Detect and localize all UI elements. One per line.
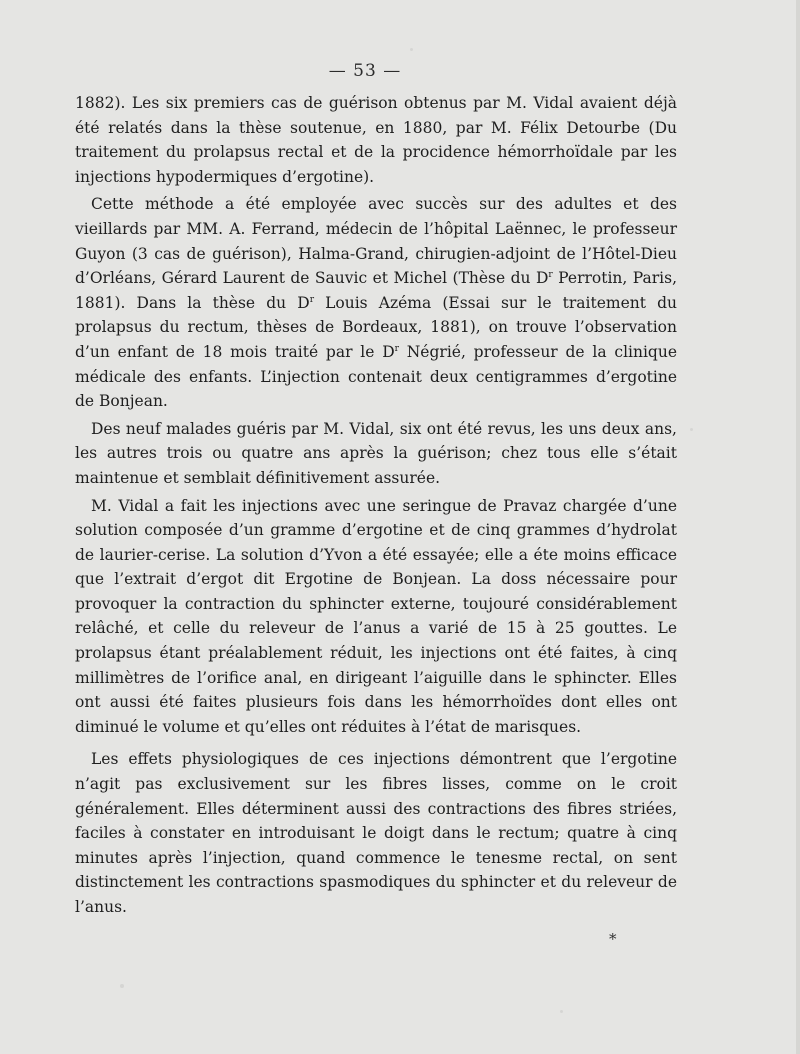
paragraph-2-part: Louis Azéma (Essai sur le traitement du prolapsus du rectum, thèses de Bordeaux, 1881), on trouve l’observation d’un enfant de 18 mois traité par le D [75,293,678,361]
body-text [75,91,677,920]
paragraph-1: 1882). Les six premiers cas de guérison obtenus par M. Vidal avaient déjà été relatés dans la thèse soutenue, en 1880, par M. Félix Detourbe (Du traitement du prolapsus rectal et de la procidence hémorrhoïdale par les injections hypodermiques d’ergotine). [75,94,677,186]
page-edge-shadow [796,0,800,1054]
superscript: r [394,343,399,354]
paper-speck [120,984,124,988]
paragraph-5: Les effets physiologiques de ces injections démontrent que l’ergotine n’agit pas exclusivement sur les fibres lisses, comme on le croit généralement. Elles déterminent aussi des contractions des fibres striées, faciles à constater en introduisant le doigt dans le rectum; quatre à cinq minutes après l’injection, quand commence le tenesme rectal, on sent distinctement les contractions spasmodiques du sphincter et du releveur de l’anus. [75,750,677,916]
paragraph-2-part: Négrié, professeur de la clinique médicale des enfants. L’injection contenait deux centigrammes d’ergotine de Bonjean. [75,342,677,411]
paper-speck [690,428,693,431]
paragraph-2-part: Cette méthode a été employée avec succès sur des adultes et des vieillards par MM. A. Ferrand, médecin de l’hôpital Laënnec, le professeur Guyon (3 cas de guérison), Halma-Grand, chirugien-adjoint de l’Hôtel-Dieu d’Orléans, Gérard Laurent de Sauvic et Michel (Thèse du D [75,195,677,288]
paragraph-3: Des neuf malades guéris par M. Vidal, six ont été revus, les uns deux ans, les autres trois ou quatre ans après la guérison; chez tous elle s’était maintenue et semblait définitivement assurée. [75,419,677,487]
paragraph-4: M. Vidal a fait les injections avec une seringue de Pravaz chargée d’une solution composée d’un gramme d’ergotine et de cinq grammes d’hydrolat de laurier-cerise. La solution d’Yvon a été essayée; elle a éte moins efficace que l’extrait d’ergot dit Ergotine de Bonjean. La doss nécessaire pour provoquer la contraction du sphincter externe, toujouré considérablement relâché, et celle du releveur de l’anus a varié de 15 à 25 gouttes. Le prolapsus étant préalablement réduit, les injections ont été faites, à cinq millimètres de l’orifice anal, en dirigeant l’aiguille dans le sphincter. Elles ont aussi été faites plusieurs fois dans les hémorrhoïdes dont elles ont diminué le volume et qu’elles ont réduites à l’état de marisques. [75,496,677,736]
paper-speck [410,48,413,51]
footer-mark: * [609,930,617,948]
superscript: r [309,294,314,305]
paragraph-2-part: Perrotin, Paris, 1881). Dans la thèse du D [75,269,677,312]
paragraph-2 [75,192,677,413]
page-number: — 53 — [328,61,402,81]
paper-speck [560,1010,563,1013]
superscript: r [548,270,553,280]
